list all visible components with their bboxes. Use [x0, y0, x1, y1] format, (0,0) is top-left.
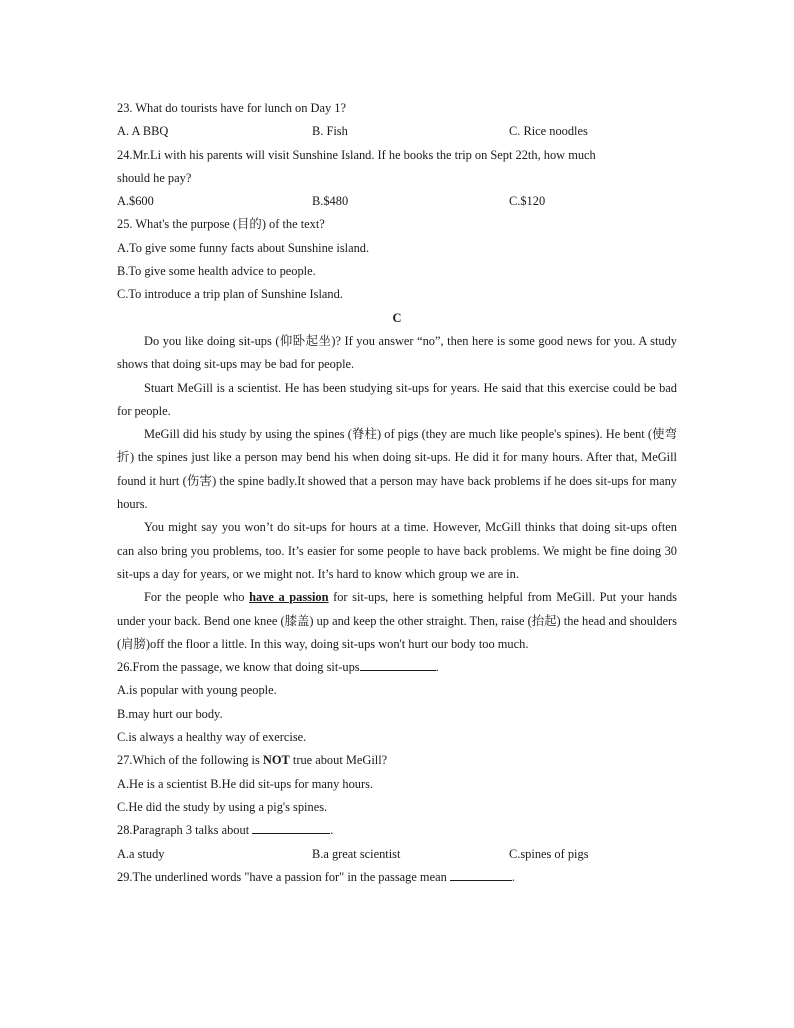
- section-c-heading: C: [392, 310, 402, 325]
- q26-option-a: A.is popular with young people.: [117, 683, 277, 698]
- answer-blank: [450, 866, 512, 881]
- q26-option-c: C.is always a healthy way of exercise.: [117, 730, 307, 745]
- q27-question-after: true about MeGill?: [289, 753, 388, 768]
- q28-option-b: B.a great scientist: [312, 846, 401, 861]
- q24-question-line2: should he pay?: [117, 170, 192, 185]
- q25-option-b: B.To give some health advice to people.: [117, 264, 316, 279]
- q27-options-line2: C.He did the study by using a pig's spines.: [117, 799, 328, 814]
- q25-question: 25. What's the purpose (目的) of the text?: [117, 217, 325, 232]
- q24-option-c: C.$120: [509, 194, 546, 209]
- q23-option-c: C. Rice noodles: [509, 124, 588, 139]
- q28-option-a: A.a study: [117, 846, 165, 861]
- q29-question-text: 29.The underlined words "have a passion for" in the passage mean: [117, 869, 450, 884]
- q27-question: [117, 749, 677, 772]
- passage-paragraph-3: MeGill did his study by using the spines (脊柱) of pigs (they are much like people's spines). He bent (使弯折) the spines just like a person may bend his when doing sit-ups. He did it for many hours. After that, MeGill found it hurt (伤害) the spine badly.It showed that a person may have back problems if he does sit-ups for many hours.: [117, 427, 677, 512]
- q23-option-a: A. A BBQ: [117, 124, 169, 139]
- q27-options-line1: A.He is a scientist B.He did sit-ups for many hours.: [117, 776, 374, 791]
- passage-paragraph-4: You might say you won’t do sit-ups for hours at a time. However, McGill thinks that doing sit-ups often can also bring you problems, too. It’s easier for some people to have back problems. We might be fine doing 30 sit-ups a day for years, or we might not. It’s hard to know which group we are in.: [117, 520, 677, 581]
- page-content: [117, 97, 677, 889]
- q29-end: .: [511, 869, 515, 884]
- q23-question: 23. What do tourists have for lunch on Day 1?: [117, 101, 346, 115]
- q26-question: [117, 656, 677, 679]
- q27-question-before: 27.Which of the following is: [117, 753, 263, 768]
- q24-question-line1: 24.Mr.Li with his parents will visit Sunshine Island. If he books the trip on Sept 22th, how much: [117, 147, 596, 162]
- q28-question: [117, 819, 677, 842]
- p5-after: for sit-ups, here is something helpful from MeGill. Put your hands under your back. Bend one knee (膝盖) up and keep the other straight. Then, raise (抬起) the head and shoulders (肩膀)off the floor a little. In this way, doing sit-ups won't hurt our body too much.: [117, 590, 677, 651]
- q25-option-a: A.To give some funny facts about Sunshine island.: [117, 240, 370, 255]
- q28-options: [117, 843, 677, 866]
- q26-end: .: [435, 660, 439, 675]
- q23-options: [117, 120, 677, 143]
- answer-blank: [252, 819, 330, 834]
- passage-paragraph-2: Stuart MeGill is a scientist. He has been studying sit-ups for years. He said that this exercise could be bad for people.: [117, 380, 677, 418]
- q26-question-text: 26.From the passage, we know that doing sit-ups: [117, 660, 360, 675]
- q28-question-text: 28.Paragraph 3 talks about: [117, 823, 253, 838]
- q29-question: [117, 866, 677, 889]
- q27-question-bold: NOT: [262, 753, 290, 768]
- passage-paragraph-1: Do you like doing sit-ups (仰卧起坐)? If you answer “no”, then here is some good news for you. A study shows that doing sit-ups may be bad for people.: [117, 333, 677, 372]
- passage-paragraph-5: [117, 586, 677, 656]
- p5-before: For the people who: [144, 590, 250, 605]
- q23-option-b: B. Fish: [312, 124, 348, 139]
- q24-options: [117, 190, 677, 213]
- underlined-phrase: have a passion: [249, 590, 329, 605]
- q24-option-b: B.$480: [312, 194, 349, 209]
- answer-blank: [360, 656, 436, 671]
- q26-option-b: B.may hurt our body.: [117, 706, 223, 721]
- q28-option-c: C.spines of pigs: [509, 846, 589, 861]
- q24-option-a: A.$600: [117, 194, 154, 209]
- q25-option-c: C.To introduce a trip plan of Sunshine Island.: [117, 287, 343, 302]
- q28-end: .: [330, 823, 334, 838]
